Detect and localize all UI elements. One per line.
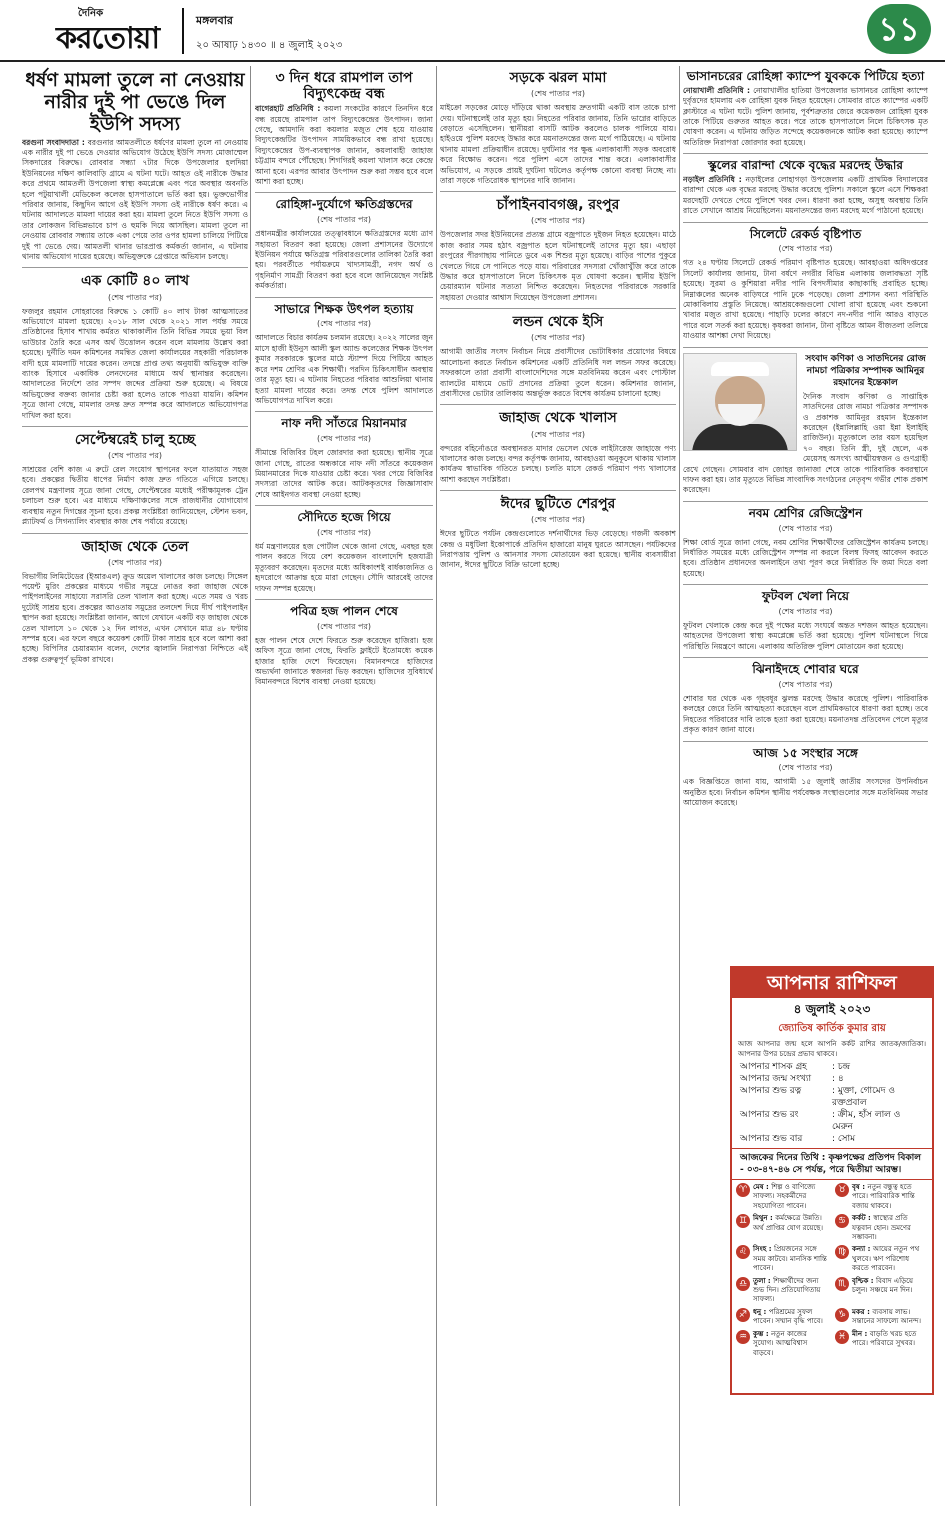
headline-ship-unload: জাহাজ থেকে খালাস (499, 410, 617, 427)
continued-label: (শেষ পাতার পর) (316, 527, 372, 537)
article-body: মাইক্রো সড়কের মোড়ে দাঁড়িয়ে থাকা অবস্থায় দ্রুতগামী একটি বাস তাকে চাপা দেয়। ঘটনাস্থলেই তার মৃত্যু হয়। নিহতের পরিবার জানায়, তিনি ভাগ্নের বাড়িতে বেড়াতে এসেছিলেন। স্থানীয়রা বাসটি আটক করলেও চালক পালিয়ে যায়। হাইওয়ে পুলিশ মরদেহ উদ্ধার করে ময়নাতদন্তের জন্য মর্গে পাঠিয়েছে। এ ঘটনায় থানায় মামলা প্রক্রিয়াধীন রয়েছে। দুর্ঘটনার পর ক্ষুব্ধ এলাকাবাসী সড়ক অবরোধ করে বিক্ষোভ করেন। পরে পুলিশ এসে তাদের শান্ত করে। এলাকাবাসীর অভিযোগ, এ সড়কে প্রায়ই দুর্ঘটনা ঘটলেও কর্তৃপক্ষ কোনো ব্যবস্থা নিচ্ছে না। তারা সড়কে গতিরোধক স্থাপনের দাবি জানান। (440, 103, 676, 185)
zodiac-sign (835, 1245, 928, 1273)
continued-label: (শেষ পাতার পর) (778, 244, 833, 254)
zodiac-forecast: বাড়তি খরচ হতে পারে। পরিবারে সুখবর। (852, 1329, 917, 1348)
zodiac-icon: ♐ (736, 1308, 750, 1322)
zodiac-text (753, 1330, 829, 1358)
newspaper-logo: করতোয়া (56, 21, 160, 56)
zodiac-text (852, 1277, 928, 1305)
horoscope-fact-row (740, 1085, 924, 1109)
fact-label: আপনার জন্ম সংখ্যা (740, 1074, 812, 1084)
zodiac-text (753, 1308, 829, 1327)
dateline: ২০ আষাঢ় ১৪৩০ ॥ ৪ জুলাই ২০২৩ (196, 40, 343, 51)
zodiac-sign (835, 1330, 928, 1358)
zodiac-sign (835, 1183, 928, 1211)
zodiac-sign (736, 1277, 829, 1305)
continued-label: (শেষ পাতার পর) (530, 333, 586, 343)
headline-rohingya-disaster: রোহিঙ্গা-দুর্যোগে ক্ষতিগ্রস্তদের (275, 197, 413, 212)
zodiac-name: কন্যা : (852, 1245, 873, 1254)
column-rule (250, 66, 251, 1506)
headline-savar-teacher: সাভারে শিক্ষক উৎপল হত্যায় (274, 301, 414, 316)
masthead-divider (182, 8, 184, 54)
continued-label: (শেষ পাতার পর) (316, 215, 372, 225)
zodiac-sign (835, 1214, 928, 1242)
divider (22, 533, 248, 534)
zodiac-forecast: প্রিয়জনের সঙ্গে সময় কাটবে। মানসিক শান্তি পাবেন। (753, 1245, 827, 1273)
headline-hajj-saudi: সৌদিতে হজে গিয়ে (297, 510, 391, 525)
zodiac-text (852, 1308, 928, 1327)
article-text: কয়লা সংকটের কারণে তিনদিন ধরে বন্ধ রয়েছে রামপাল তাপ বিদ্যুৎকেন্দ্রের উৎপাদন। জানা গেছে, আমদানি করা কয়লার মজুত শেষ হয়ে যাওয়ায় বিদ্যুৎকেন্দ্রটির উৎপাদন সাময়িকভাবে বন্ধ রাখা হয়েছে। বিদ্যুৎকেন্দ্রের উপ-ব্যবস্থাপক জানান, কয়লাবাহী জাহাজ চট্টগ্রাম বন্দরে পৌঁছেছে। শিগগিরই কয়লা খালাস করে কেন্দ্রে আনা হবে। এরপর আবার উৎপাদন শুরু করা সম্ভব হবে বলে আশা করা হচ্ছে। (255, 104, 433, 187)
obituary-caption: সংবাদ কণিকা ও সাতদিনের রোজ নামচা পত্রিকার সম্পাদক আমিনুর রহমানের ইন্তেকাল (805, 353, 926, 388)
zodiac-forecast: শিক্ষার্থীদের জন্য শুভ দিন। প্রতিযোগিতায় সাফল্য। (753, 1276, 821, 1304)
horoscope-title: আপনার রাশিফল (732, 968, 932, 998)
logo-prefix: দৈনিক (78, 8, 104, 19)
headline-hajj-return: পবিত্র হজ পালন শেষে (290, 603, 398, 618)
divider (440, 404, 676, 405)
zodiac-name: ধনু : (753, 1307, 769, 1316)
zodiac-forecast: বিবাদ এড়িয়ে চলুন। সঞ্চয়ে মন দিন। (852, 1276, 914, 1295)
article-body: শোবার ঘর থেকে এক গৃহবধূর ঝুলন্ত মরদেহ উদ্ধার করেছে পুলিশ। পারিবারিক কলহের জেরে তিনি আত্মহত্যা করেছেন বলে প্রাথমিকভাবে ধারণা করা হচ্ছে। তবে নিহতের পরিবারের দাবি তাকে হত্যা করা হয়েছে। ময়নাতদন্ত প্রতিবেদন পেলে মৃত্যুর প্রকৃত কারণ জানা যাবে। (683, 694, 928, 735)
divider (683, 222, 928, 223)
zodiac-forecast: নতুন কাজের সুযোগ। আত্মবিশ্বাস বাড়বে। (753, 1329, 808, 1357)
horoscope-author: জ্যোতিষ কার্তিক কুমার রায় (778, 1023, 886, 1034)
continued-label: (শেষ পাতার পর) (778, 763, 833, 773)
divider (683, 657, 928, 658)
fact-value: : ৪ (832, 1074, 844, 1084)
article-body: ধর্ম মন্ত্রণালয়ের হজ পোর্টাল থেকে জানা গেছে, এবছর হজ পালন করতে গিয়ে বেশ কয়েকজন বাংলাদেশি হজযাত্রী মৃত্যুবরণ করেছেন। মৃতদের মধ্যে অধিকাংশই বার্ধক্যজনিত ও হৃদরোগে আক্রান্ত হয়ে মারা গেছেন। সৌদি আরবেই তাদের দাফন সম্পন্ন হয়েছে। (255, 541, 433, 593)
zodiac-name: মিথুন : (753, 1214, 776, 1223)
headline-15-organizations: আজ ১৫ সংস্থার সঙ্গে (753, 745, 858, 760)
zodiac-forecast: নতুন বন্ধুত্ব হতে পারে। পারিবারিক শান্তি বজায় থাকবে। (852, 1183, 915, 1210)
horoscope-tithi: আজকের দিনের তিথি : কৃষ্ণপক্ষের প্রতিপদ বিকাল - ০৩-৪৭-৪৬ সে পর্যন্ত, পরে দ্বিতীয়া আরম্ভ। (732, 1148, 932, 1180)
zodiac-sign (736, 1214, 829, 1242)
fact-label: আপনার শাসক গ্রহ (740, 1062, 807, 1072)
zodiac-forecast: ব্যবসায় লাভ। সন্তানের সাফল্যে আনন্দ। (852, 1307, 922, 1326)
horoscope-date: ৪ জুলাই ২০২৩ (793, 1002, 871, 1016)
zodiac-icon: ♈ (736, 1183, 750, 1197)
continued-label: (শেষ পাতার পর) (778, 606, 833, 616)
divider (22, 267, 248, 268)
headline-oil-ship: জাহাজ থেকে তেল (81, 538, 189, 555)
zodiac-sign (736, 1330, 829, 1358)
horoscope-box (730, 966, 934, 1395)
headline-jhenaidah: ঝিনাইদহে শোবার ঘরে (752, 662, 859, 677)
zodiac-icon: ♏ (835, 1277, 849, 1291)
article-text: নড়াইলের লোহাগড়া উপজেলায় একটি প্রাথমিক বিদ্যালয়ের বারান্দা থেকে এক বৃদ্ধের মরদেহ উদ্ধার করেছে পুলিশ। সকালে স্কুলে এসে শিক্ষকরা মরদেহটি দেখতে পেয়ে পুলিশে খবর দেন। ধারণা করা হচ্ছে, অসুস্থ অবস্থায় তিনি রাতে সেখানে আশ্রয় নিয়েছিলেন। ময়নাতদন্তের জন্য মরদেহ মর্গে পাঠানো হয়েছে। (683, 175, 928, 216)
article-body (255, 104, 433, 187)
zodiac-forecast: পরিশ্রমের সুফল পাবেন। সম্মান বৃদ্ধি পাবে। (753, 1307, 823, 1326)
horoscope-fact-row (740, 1109, 924, 1133)
zodiac-sign (736, 1245, 829, 1273)
zodiac-name: কুম্ভ : (753, 1329, 772, 1338)
headline-road-accident: সড়কে ঝরল মামা (509, 70, 607, 86)
zodiac-name: কর্কট : (852, 1214, 874, 1223)
article-text: নোয়াখালীর হাতিয়া উপজেলার ভাসানচর রোহিঙ্গা ক্যাম্পে দুর্বৃত্তদের হামলায় এক রোহিঙ্গা যুবক নিহত হয়েছেন। সোমবার রাতে ক্যাম্পের একটি ক্লাস্টারে এ ঘটনা ঘটে। পুলিশ জানায়, পূর্বশত্রুতার জেরে কয়েকজন রোহিঙ্গা যুবক তাকে পিটিয়ে গুরুতর আহত করে। পরে তাকে হাসপাতালে নিলে চিকিৎসক মৃত ঘোষণা করেন। এ ঘটনায় জড়িত সন্দেহে কয়েকজনকে আটক করা হয়েছে। ক্যাম্পে অতিরিক্ত নিরাপত্তা জোরদার করা হয়েছে। (683, 85, 928, 147)
article-body: আদালতে বিচার কার্যক্রম চলমান রয়েছে। ২০২২ সালের জুন মাসে হাজী ইউনুস আলী স্কুল অ্যান্ড কলেজের শিক্ষক উৎপল কুমার সরকারকে স্কুলের মাঠে স্ট্যাম্প দিয়ে পিটিয়ে আহত করে দশম শ্রেণির এক শিক্ষার্থী। পরদিন চিকিৎসাধীন অবস্থায় তার মৃত্যু হয়। এ ঘটনায় নিহতের পরিবার আশুলিয়া থানায় হত্যা মামলা দায়ের করে। তদন্ত শেষে পুলিশ আদালতে অভিযোগপত্র দাখিল করে। (255, 333, 433, 405)
divider (255, 599, 433, 600)
zodiac-name: মীন : (852, 1329, 870, 1338)
headline-class-nine: নবম শ্রেণির রেজিস্ট্রেশন (748, 505, 863, 520)
article-body: আগামী জাতীয় সংসদ নির্বাচন নিয়ে প্রবাসীদের ভোটাধিকার প্রয়োগের বিষয়ে আলোচনা করতে নির্বাচন কমিশনের একটি প্রতিনিধি দল লন্ডন সফর করেছে। সফরকালে তারা প্রবাসী বাংলাদেশিদের সঙ্গে মতবিনিময় করেন এবং পোস্টাল ব্যালটের মাধ্যমে ভোট প্রদানের প্রক্রিয়া তুলে ধরেন। কমিশনার জানান, প্রবাসীদের ভোটার তালিকায় অন্তর্ভুক্ত করতে বিশেষ কার্যক্রম চালানো হচ্ছে। (440, 347, 676, 398)
zodiac-sign (736, 1183, 829, 1211)
dateline-lead: নোয়াখালী প্রতিনিধি : (683, 85, 751, 95)
zodiac-icon: ♊ (736, 1214, 750, 1228)
divider (22, 426, 248, 427)
zodiac-icon: ♉ (835, 1183, 849, 1197)
article-body (22, 138, 248, 263)
dateline-lead: বরগুনা সংবাদদাতা : (22, 137, 85, 147)
zodiac-sign (835, 1308, 928, 1327)
article-body: বন্দরের বহির্নোঙরে অবস্থানরত মাদার ভেসেল থেকে লাইটারেজ জাহাজে পণ্য খালাসের কাজ চলছে। বন্দর কর্তৃপক্ষ জানায়, আবহাওয়া অনুকূলে থাকায় খালাস কার্যক্রম স্বাভাবিক গতিতে চলছে। চলতি মাসে রেকর্ড পরিমাণ পণ্য খালাসের আশা করছেন সংশ্লিষ্টরা। (440, 443, 676, 484)
continued-label: (শেষ পাতার পর) (316, 319, 372, 329)
fact-value: : চন্দ্র (832, 1062, 851, 1072)
zodiac-icon: ♓ (835, 1330, 849, 1344)
headline-bhasanchar: ভাসানচরের রোহিঙ্গা ক্যাম্পে যুবককে পিটিয়ে হত্যা (686, 69, 925, 83)
article-body: গত ২৪ ঘণ্টায় সিলেটে রেকর্ড পরিমাণ বৃষ্টিপাত হয়েছে। আবহাওয়া অধিদপ্তরের সিলেট কার্যালয় জানায়, টানা বর্ষণে নগরীর বিভিন্ন এলাকায় জলাবদ্ধতা সৃষ্টি হয়েছে। সুরমা ও কুশিয়ারা নদীর পানি বিপদসীমার কাছাকাছি প্রবাহিত হচ্ছে। নিম্নাঞ্চলের অনেক বাড়িঘরে পানি ঢুকে পড়েছে। জেলা প্রশাসন বন্যা পরিস্থিতি মোকাবিলায় প্রস্তুতি নিয়েছে। আশ্রয়কেন্দ্রগুলো খোলা রাখা হয়েছে এবং শুকনো খাবার মজুত রাখা হয়েছে। পাহাড়ি ঢলের কারণে নদ-নদীর পানি আরও বাড়তে পারে বলে সতর্ক করা হয়েছে। কৃষকরা জানান, টানা বৃষ্টিতে আমন বীজতলা তলিয়ে যাওয়ার আশঙ্কা দেখা দিয়েছে। (683, 258, 928, 341)
horoscope-fact-row (740, 1061, 924, 1073)
divider (683, 347, 928, 348)
zodiac-text (852, 1214, 928, 1242)
masthead (0, 0, 945, 62)
headline-embezzlement: এক কোটি ৪০ লাখ (80, 273, 190, 290)
article-body: উপজেলার সদর ইউনিয়নের প্রত্যন্ত গ্রামে বজ্রপাতে দুইজন নিহত হয়েছেন। মাঠে কাজ করার সময় হঠাৎ বজ্রপাত হলে ঘটনাস্থলেই তাদের মৃত্যু হয়। এছাড়া রংপুরের পীরগাছায় পানিতে ডুবে এক শিশুর মৃত্যু হয়েছে। বাড়ির পাশের পুকুরে খেলতে গিয়ে সে পানিতে পড়ে যায়। পরিবারের সদস্যরা খোঁজাখুঁজি করে তাকে উদ্ধার করে হাসপাতালে নিলে চিকিৎসক মৃত ঘোষণা করেন। স্থানীয় ইউপি চেয়ারম্যান ঘটনার সত্যতা নিশ্চিত করেছেন। নিহতদের পরিবারকে সরকারি সহায়তা দেওয়ার আশ্বাস দিয়েছেন উপজেলা প্রশাসন। (440, 230, 676, 302)
zodiac-forecast: শিল্প ও বাণিজ্যে সাফল্য। সহকর্মীদের সহযোগিতা পাবেন। (753, 1183, 816, 1210)
fact-label: আপনার শুভ রং (740, 1110, 799, 1120)
article-body: দৈনিক সংবাদ কণিকা ও সাপ্তাহিক সাতদিনের রোজ নামচা পত্রিকার সম্পাদক ও প্রকাশক আমিনুর রহমান ইন্তেকাল করেছেন (ইন্নালিল্লাহি ওয়া ইন্না ইলাইহি রাজিউন)। মৃত্যুকালে তার বয়স হয়েছিল ৭০ বছর। তিনি স্ত্রী, দুই ছেলে, এক মেয়েসহ অসংখ্য আত্মীয়স্বজন ও গুণগ্রাহী রেখে গেছেন। সোমবার বাদ জোহর জানাজা শেষে তাকে পারিবারিক কবরস্থানে দাফন করা হয়। তার মৃত্যুতে বিভিন্ন সাংবাদিক সংগঠনের নেতৃবৃন্দ গভীর শোক প্রকাশ করেছেন। (683, 391, 928, 495)
divider (683, 584, 928, 585)
zodiac-name: তুলা : (753, 1276, 774, 1285)
article-body: সীমান্তে বিজিবির টহল জোরদার করা হয়েছে। স্থানীয় সূত্রে জানা গেছে, রাতের অন্ধকারে নাফ নদী সাঁতরে কয়েকজন মিয়ানমারের দিকে যাওয়ার চেষ্টা করে। খবর পেয়ে বিজিবির সদস্যরা তাদের আটক করে। আটককৃতদের জিজ্ঞাসাবাদ শেষে আইনগত ব্যবস্থা নেওয়া হচ্ছে। (255, 448, 433, 499)
divider (255, 505, 433, 506)
article-body: ঈদের ছুটিতে পর্যটন কেন্দ্রগুলোতে দর্শনার্থীদের ভিড় বেড়েছে। গজনী অবকাশ কেন্দ্র ও মধুটিলা ইকোপার্কে প্রতিদিন হাজারো মানুষ ঘুরতে আসছেন। পর্যটকদের নিরাপত্তায় পুলিশ ও আনসার সদস্য মোতায়েন করা হয়েছে। স্থানীয় ব্যবসায়ীরা জানান, ঈদের ছুটিতে বিক্রি ভালো হচ্ছে। (440, 529, 676, 570)
zodiac-name: মেষ : (753, 1183, 772, 1191)
zodiac-icon: ♑ (835, 1308, 849, 1322)
photo-shape (692, 424, 788, 451)
column-1 (22, 66, 248, 1516)
continued-label: (শেষ পাতার পর) (778, 523, 833, 533)
article-text: বরগুনার আমতলীতে ধর্ষণের মামলা তুলে না নেওয়ায় এক নারীর দুই পা ভেঙে দেওয়ার অভিযোগ উঠেছে ইউপি সদস্য মোজাম্মেল সিকদারের বিরুদ্ধে। রোববার সন্ধ্যা ৭টার দিকে উপজেলার হলদিয়া ইউনিয়নের দক্ষিণ কালিবাড়ি গ্রামে এ ঘটনা ঘটে। আহত ওই নারীকে উদ্ধার করে প্রথমে আমতলী উপজেলা স্বাস্থ্য কমপ্লেক্সে এবং পরে অবস্থার অবনতি হলে পটুয়াখালী মেডিকেল কলেজ হাসপাতালে ভর্তি করা হয়। ভুক্তভোগীর পরিবার জানায়, কিছুদিন আগে ওই ইউপি সদস্য ওই নারীকে ধর্ষণ করে। এ ঘটনায় আদালতে মামলা দায়ের করা হয়। মামলা তুলে নিতে ইউপি সদস্য ও তার লোকজন বিভিন্নভাবে চাপ ও হুমকি দিয়ে আসছিল। মামলা তুলে না নেওয়ায় রোববার সন্ধ্যায় তাকে একা পেয়ে তার ওপর হামলা চালিয়ে পিটিয়ে দুই পা ভেঙে দেয়। আমতলী থানার ভারপ্রাপ্ত কর্মকর্তা জানান, এ ঘটনায় থানায় অভিযোগ দায়ের হয়েছে। অভিযুক্তকে গ্রেপ্তারে অভিযান চলছে। (22, 137, 248, 261)
zodiac-icon: ♍ (835, 1245, 849, 1259)
zodiac-icon: ♋ (835, 1214, 849, 1228)
zodiac-forecast: কর্মক্ষেত্রে উন্নতি। অর্থ প্রাপ্তির যোগ রয়েছে। (753, 1214, 823, 1232)
horoscope-facts (732, 1061, 932, 1145)
continued-label: (শেষ পাতার পর) (778, 680, 833, 689)
horoscope-fact-row (740, 1073, 924, 1085)
fact-value: : সোম (832, 1134, 856, 1144)
headline-chapai-rangpur: চাঁপাইনবাবগঞ্জ, রংপুর (496, 197, 620, 214)
divider (255, 192, 433, 193)
page-number-badge: ১১ (867, 4, 931, 54)
photo-shape (718, 404, 762, 426)
column-rule (436, 66, 437, 1506)
zodiac-text (753, 1214, 829, 1242)
zodiac-text (753, 1183, 829, 1211)
continued-label: (শেষ পাতার পর) (530, 515, 586, 525)
weekday: মঙ্গলবার (196, 14, 233, 27)
continued-label: (শেষ পাতার পর) (530, 429, 586, 439)
zodiac-name: বৃষ : (852, 1183, 868, 1191)
fact-value: : মুক্তা, গোমেদ ও রক্তপ্রবাল (832, 1086, 895, 1108)
article-body: ফজলুর রহমান সোহরাবের বিরুদ্ধে ১ কোটি ৪০ লাখ টাকা আত্মসাতের অভিযোগে মামলা হয়েছে। ২০১৮ সাল থেকে ২০২১ সাল পর্যন্ত সময়ে প্রতিষ্ঠানের হিসাব শাখায় কর্মরত থাকাকালীন তিনি বিভিন্ন সময়ে ভুয়া বিল ভাউচার তৈরি করে এসব অর্থ উত্তোলন করেন বলে মামলায় উল্লেখ করা হয়েছে। দুর্নীতি দমন কমিশনের সমন্বিত জেলা কার্যালয়ের সহকারী পরিচালক বাদী হয়ে মামলাটি দায়ের করেন। তদন্তে প্রাপ্ত তথ্য অনুযায়ী অভিযুক্ত ব্যক্তি ব্যাংক হিসাবে একাধিক লেনদেনের মাধ্যমে অর্থ স্থানান্তর করেছেন। আদালতের নির্দেশে তার সম্পদ জব্দের প্রক্রিয়া শুরু হয়েছে। এ বিষয়ে অভিযুক্তের বক্তব্য জানার চেষ্টা করা হলেও তাকে পাওয়া যায়নি। কমিশন সূত্রে জানা গেছে, মামলার তদন্ত দ্রুত সম্পন্ন করে আদালতে অভিযোগপত্র দাখিল করা হবে। (22, 306, 248, 420)
horoscope-fact-row (740, 1133, 924, 1145)
column-2 (255, 66, 433, 1516)
article-body: শিক্ষা বোর্ড সূত্রে জানা গেছে, নবম শ্রেণির শিক্ষার্থীদের রেজিস্ট্রেশন কার্যক্রম চলছে। নির্ধারিত সময়ের মধ্যে রেজিস্ট্রেশন সম্পন্ন না করলে বিলম্ব ফিসহ আবেদন করতে হবে। প্রতিষ্ঠান প্রধানদের অনলাইনে তথ্য পূরণ করে নির্ধারিত ফি জমা দিতে বলা হয়েছে। (683, 537, 928, 578)
continued-label: (শেষ পাতার পর) (107, 292, 163, 302)
article-body: বিভাগীয় লিমিটেডের (ইআরএল) ক্রুড অয়েল খালাসের কাজ চলছে। সিঙ্গেল পয়েন্ট মুরিং প্রকল্পের মাধ্যমে গভীর সমুদ্রে নোঙর করা জাহাজ থেকে পাইপলাইনের সাহায্যে সরাসরি তেল খালাস করা হচ্ছে। এতে সময় ও খরচ দুটোই সাশ্রয় হবে। প্রকল্পের আওতায় সমুদ্রের তলদেশ দিয়ে দীর্ঘ পাইপলাইন স্থাপন করা হয়েছে। সংশ্লিষ্টরা জানান, আগে যেখানে একটি বড় জাহাজ থেকে তেল খালাসে ১০ থেকে ১২ দিন লাগত, এখন সেখানে মাত্র ৪৮ ঘণ্টায় সম্পন্ন হবে। এর ফলে বছরে কয়েকশ কোটি টাকা সাশ্রয় হবে বলে আশা করা হচ্ছে। বিপিসির চেয়ারম্যান বলেন, দেশের জ্বালানি নিরাপত্তা নিশ্চিতে এই প্রকল্প গুরুত্বপূর্ণ ভূমিকা রাখবে। (22, 571, 248, 664)
article-body (683, 175, 928, 217)
continued-label: (শেষ পাতার পর) (316, 434, 372, 444)
zodiac-sign (835, 1277, 928, 1305)
zodiac-name: সিংহ : (753, 1245, 774, 1254)
zodiac-name: বৃশ্চিক : (852, 1276, 877, 1285)
divider (255, 297, 433, 298)
article-body: সাশ্রয়ের বেশি কাজ এ রুটে রেল সংযোগ স্থাপনের ফলে যাতায়াত সহজ হবে। প্রকল্পের দ্বিতীয় ধাপের নির্মাণ কাজ দ্রুত গতিতে এগিয়ে চলছে। রেলপথ মন্ত্রণালয় সূত্রে জানা গেছে, সেপ্টেম্বরের মধ্যেই পরীক্ষামূলক ট্রেন চলাচল শুরু হবে। এর মাধ্যমে দক্ষিণাঞ্চলের সঙ্গে রাজধানীর যোগাযোগ ব্যবস্থায় নতুন দিগন্তের সূচনা হবে। প্রকল্প সংশ্লিষ্টরা জানিয়েছেন, স্টেশন ভবন, প্ল্যাটফর্ম ও সিগন্যালিং ব্যবস্থার কাজ শেষ পর্যায়ে রয়েছে। (22, 465, 248, 527)
zodiac-text (753, 1245, 829, 1273)
fact-label: আপনার শুভ বার (740, 1134, 803, 1144)
headline-september: সেপ্টেম্বরেই চালু হচ্ছে (74, 431, 196, 448)
article-body: প্রধানমন্ত্রীর কার্যালয়ের তত্ত্বাবধানে ক্ষতিগ্রস্তদের মধ্যে ত্রাণ সহায়তা বিতরণ করা হয়েছে। জেলা প্রশাসনের উদ্যোগে ইউনিয়ন পর্যায়ে ক্ষতিগ্রস্ত পরিবারগুলোর তালিকা তৈরি করা হয়। পরবর্তীতে পর্যায়ক্রমে খাদ্যসামগ্রী, নগদ অর্থ ও গৃহনির্মাণ সামগ্রী বিতরণ করা হবে বলে জানিয়েছেন সংশ্লিষ্ট কর্মকর্তারা। (255, 229, 433, 291)
photo-shape (711, 362, 769, 376)
zodiac-icon: ♎ (736, 1277, 750, 1291)
continued-label: (শেষ পাতার পর) (530, 89, 586, 99)
fact-label: আপনার শুভ রত্ন (740, 1086, 802, 1096)
fact-value: : ক্রীম, হাঁস লাল ও মেরুন (832, 1110, 901, 1132)
zodiac-text (852, 1245, 928, 1273)
zodiac-text (852, 1183, 928, 1211)
divider (440, 308, 676, 309)
divider (255, 411, 433, 412)
continued-label: (শেষ পাতার পর) (316, 621, 372, 631)
headline-sylhet-rain: সিলেটে রেকর্ড বৃষ্টিপাত (749, 226, 862, 241)
continued-label: (শেষ পাতার পর) (530, 216, 586, 226)
dateline-lead: বাগেরহাট প্রতিনিধি : (255, 104, 321, 114)
article-body: এক বিজ্ঞপ্তিতে জানা যায়, আগামী ১৫ জুলাই জাতীয় সংসদের উপনির্বাচন অনুষ্ঠিত হবে। নির্বাচন কমিশন স্থানীয় পর্যবেক্ষক সংস্থাগুলোর সঙ্গে মতবিনিময় সভার আয়োজন করেছে। (683, 777, 928, 808)
zodiac-icon: ♌ (736, 1245, 750, 1259)
zodiac-signs (732, 1183, 932, 1361)
zodiac-forecast: আয়ের নতুন পথ খুলবে। ঋণ পরিশোধ করতে পারবেন। (852, 1245, 920, 1273)
column-rule (679, 66, 680, 1506)
zodiac-sign (736, 1308, 829, 1327)
zodiac-text (852, 1330, 928, 1358)
zodiac-text (753, 1277, 829, 1305)
headline-rape-case: ধর্ষণ মামলা তুলে না নেওয়ায় নারীর দুই পা ভেঙে দিল ইউপি সদস্য (25, 69, 245, 135)
headline-school-verandah: স্কুলের বারান্দা থেকে বৃদ্ধের মরদেহ উদ্ধার (708, 158, 903, 173)
article-body: ফুটবল খেলাকে কেন্দ্র করে দুই পক্ষের মধ্যে সংঘর্ষে অন্তত দশজন আহত হয়েছেন। আহতদের উপজেলা স্বাস্থ্য কমপ্লেক্সে ভর্তি করা হয়েছে। পুলিশ ঘটনাস্থলে গিয়ে পরিস্থিতি নিয়ন্ত্রণে আনে। এলাকায় অতিরিক্ত পুলিশ মোতায়েন করা হয়েছে। (683, 620, 928, 651)
article-body (683, 86, 928, 148)
zodiac-forecast: স্বাস্থ্যের প্রতি যত্নবান হোন। ভ্রমণের সম্ভাবনা। (852, 1214, 911, 1242)
divider (440, 191, 676, 192)
zodiac-name: মকর : (852, 1307, 873, 1316)
column-3 (440, 66, 676, 1516)
divider (683, 741, 928, 742)
obituary-photo (683, 353, 797, 451)
divider (683, 501, 928, 502)
headline-rampal: ৩ দিন ধরে রামপাল তাপ বিদ্যুৎকেন্দ্র বন্ধ (275, 70, 413, 103)
continued-label: (শেষ পাতার পর) (107, 557, 163, 567)
dateline-lead: নড়াইল প্রতিনিধি : (683, 175, 742, 185)
divider (683, 153, 928, 154)
headline-football: ফুটবল খেলা নিয়ে (762, 589, 849, 604)
article-body: হজ পালন শেষে দেশে ফিরতে শুরু করেছেন হাজিরা। হজ অফিস সূত্রে জানা গেছে, ফিরতি ফ্লাইটে ইতোমধ্যে কয়েক হাজার হাজি দেশে ফিরেছেন। বিমানবন্দরে হাজিদের অভ্যর্থনা জানাতে স্বজনরা ভিড় করছেন। হাজিদের সুবিধার্থে বিমানবন্দরে বিশেষ ব্যবস্থা নেওয়া হয়েছে। (255, 635, 433, 687)
headline-naf-river: নাফ নদী সাঁতরে মিয়ানমার (281, 416, 407, 431)
headline-eid-sherpur: ঈদের ছুটিতে শেরপুর (500, 496, 616, 513)
continued-label: (শেষ পাতার পর) (107, 451, 163, 461)
zodiac-icon: ♒ (736, 1330, 750, 1344)
headline-london-ec: লন্ডন থেকে ইসি (512, 314, 604, 331)
divider (440, 490, 676, 491)
horoscope-intro: আজ আপনার জন্ম হলে আপনি কর্কট রাশির জাতক/জাতিকা। আপনার উপর চন্দ্রের প্রভাব থাকবে। (738, 1040, 926, 1058)
